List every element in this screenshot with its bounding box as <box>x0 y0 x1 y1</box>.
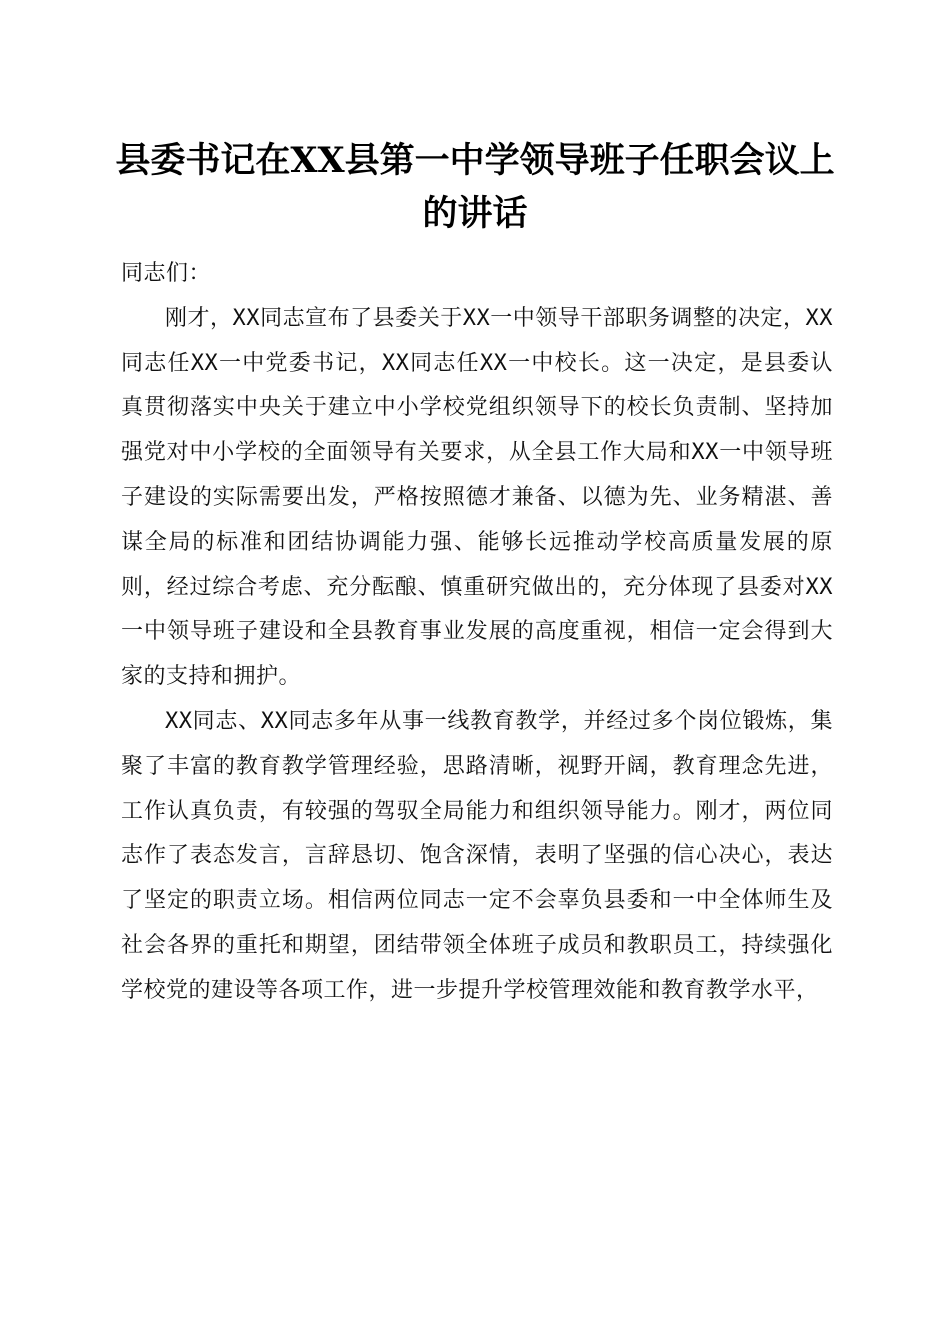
document-title: 县委书记在XX县第一中学领导班子任职会议上的讲话 <box>115 140 835 234</box>
document-body <box>121 252 833 1014</box>
paragraph-2: XX同志、XX同志多年从事一线教育教学，并经过多个岗位锻炼，集聚了丰富的教育教学管理经验，思路清晰，视野开阔，教育理念先进，工作认真负责，有较强的驾驭全局能力和组织领导能力。刚才，两位同志作了表态发言，言辞恳切、饱含深情，表明了坚强的信心决心，表达了坚定的职责立场。相信两位同志一定不会辜负县委和一中全体师生及社会各界的重托和期望，团结带领全体班子成员和教职员工，持续强化学校党的建设等各项工作，进一步提升学校管理效能和教育教学水平， <box>121 708 833 1003</box>
salutation: 同志们： <box>121 261 212 286</box>
paragraph-1: 刚才，XX同志宣布了县委关于XX一中领导干部职务调整的决定，XX同志任XX一中党委书记，XX同志任XX一中校长。这一决定，是县委认真贯彻落实中央关于建立中小学校党组织领导下的校长负责制、坚持加强党对中小学校的全面领导有关要求，从全县工作大局和XX一中领导班子建设的实际需要出发，严格按照德才兼备、以德为先、业务精湛、善谋全局的标准和团结协调能力强、能够长远推动学校高质量发展的原则，经过综合考虑、充分酝酿、慎重研究做出的，充分体现了县委对XX一中领导班子建设和全县教育事业发展的高度重视，相信一定会得到大家的支持和拥护。 <box>121 305 833 690</box>
